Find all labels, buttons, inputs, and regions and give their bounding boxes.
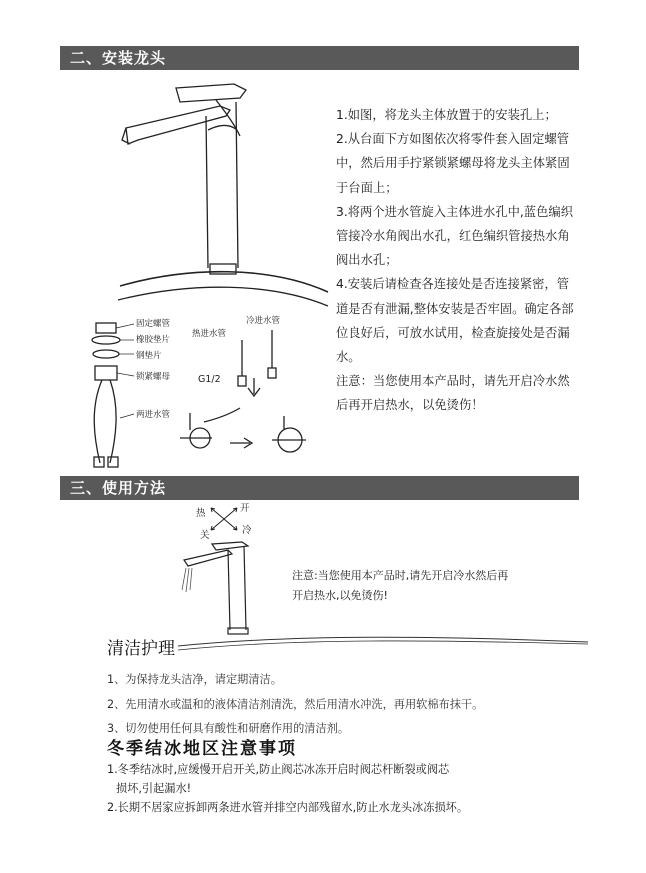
- label-cold-pipe: 冷进水管: [246, 316, 281, 326]
- winter-item-2: 2.长期不居家应拆卸两条进水管并排空内部残留水,防止水龙头冰冻损坏。: [107, 801, 469, 814]
- cleaning-item-2: 2、先用清水或温和的液体清洁剂清洗，然后用清水冲洗，再用软棉布抹干。: [107, 697, 484, 711]
- cleaning-list: [107, 668, 587, 742]
- install-step-1: 1.如图，将龙头主体放置于的安装孔上；: [336, 108, 557, 122]
- winter-title: 冬季结冰地区注意事项: [107, 739, 297, 759]
- label-rubber-gasket: 橡胶垫片: [136, 335, 171, 345]
- cleaning-title: 清洁护理: [107, 639, 175, 659]
- usage-note: [292, 566, 542, 606]
- install-step-3: 3.将两个进水管旋入主体进水孔中,蓝色编织管接冷水角阀出水孔，红色编织管接热水角阀出水孔；: [336, 204, 573, 268]
- label-steel-gasket: 钢垫片: [136, 351, 162, 361]
- install-step-4: 4.安装后请检查各连接处是否连接紧密，管道是否有泄漏,整体安装是否牢固。确定各部位良好后，可放水试用，检查旋接处是否漏水。: [336, 277, 574, 365]
- direction-hot: 热: [196, 508, 206, 519]
- winter-item-1-line-2: 损坏,引起漏水!: [116, 782, 192, 795]
- install-instructions: [336, 103, 576, 418]
- section-usage-title: 三、使用方法: [70, 479, 167, 497]
- label-thread-size: G1/2: [198, 374, 221, 385]
- section-usage-header: [60, 476, 579, 500]
- cleaning-title-underline: [178, 630, 598, 654]
- direction-open: 开: [240, 503, 250, 514]
- cleaning-item-3: 3、切勿使用任何具有酸性和研磨作用的清洁剂。: [107, 722, 350, 735]
- faucet-usage-illustration: [176, 538, 256, 638]
- faucet-install-illustration: [80, 78, 330, 473]
- label-lock-nut: 锁紧螺母: [136, 372, 171, 382]
- label-hot-pipe: 热进水管: [192, 329, 227, 339]
- direction-close: 关: [200, 530, 210, 541]
- section-install-header: [60, 46, 579, 70]
- cleaning-item-1: 1、为保持龙头洁净，请定期清洁。: [107, 673, 282, 686]
- install-note: 注意：当您使用本产品时，请先开启冷水然后再开启热水，以免烫伤！: [336, 374, 570, 413]
- usage-note-line-2: 开启热水,以免烫伤!: [292, 589, 388, 602]
- usage-note-line-1: 注意:当您使用本产品时,请先开启冷水然后再: [292, 569, 509, 582]
- winter-list: [107, 761, 587, 818]
- winter-item-1-line-1: 1.冬季结冰时,应缓慢开启开关,防止阀芯冰冻开启时阀芯杆断裂或阀芯: [107, 763, 450, 776]
- install-step-2: 2.从台面下方如图依次将零件套入固定螺管中，然后用手拧紧锁紧螺母将龙头主体紧固于台面上；: [336, 132, 570, 195]
- label-two-inlet-pipes: 两进水管: [136, 410, 171, 420]
- label-fixing-tube: 固定螺管: [136, 319, 171, 329]
- direction-cross-icon: [205, 504, 245, 534]
- direction-cold: 冷: [242, 525, 252, 536]
- section-install-title: 二、安装龙头: [70, 49, 167, 67]
